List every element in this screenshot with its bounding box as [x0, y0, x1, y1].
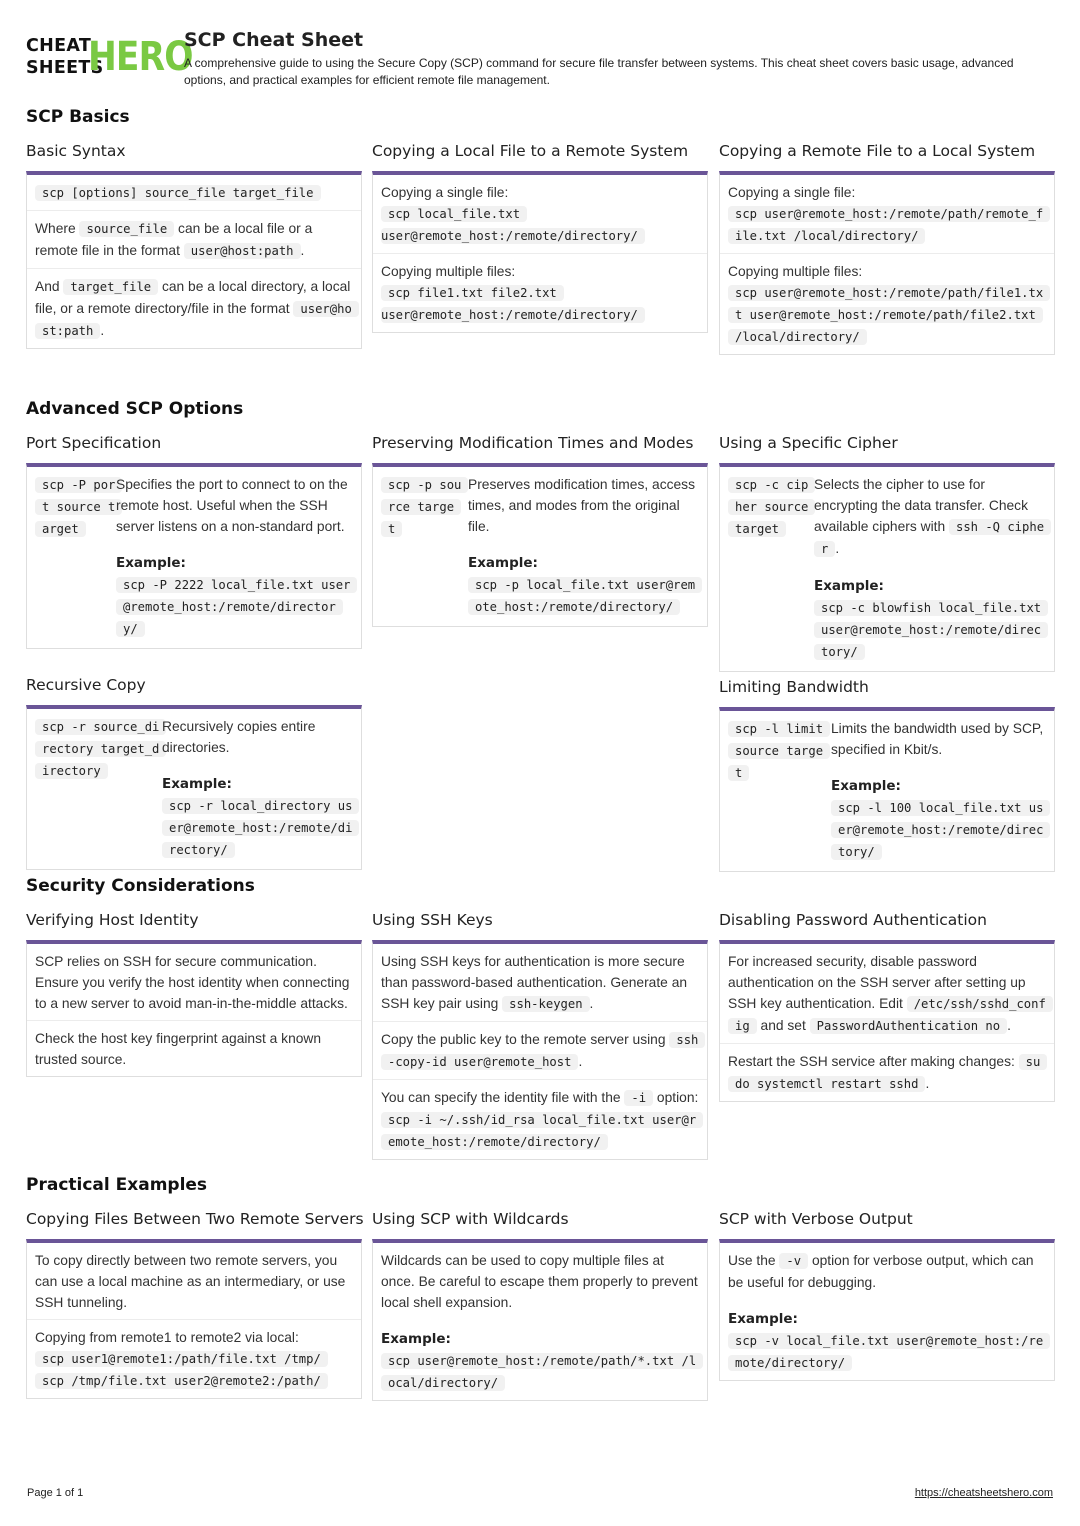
text: You can specify the identity file with the	[381, 1090, 621, 1105]
card-cipher	[719, 463, 1055, 672]
card-title-recursive: Recursive Copy	[26, 676, 146, 694]
code-snippet: scp -r local_directory user@remote_host:/remote/directory/	[162, 798, 359, 858]
code-snippet: scp local_file.txt	[381, 206, 527, 222]
section-heading-advanced: Advanced SCP Options	[26, 399, 244, 419]
text: Use the	[728, 1253, 776, 1268]
text: Using SSH keys for authentication is more secure than password-based authentication. Generate an SSH key pair using	[381, 954, 688, 1011]
desc-col	[116, 474, 353, 640]
code-snippet: -v	[779, 1253, 808, 1269]
syntax-col	[728, 474, 814, 663]
code-snippet: scp [options] source_file target_file	[35, 185, 321, 201]
card-row	[27, 467, 361, 648]
text: Recursively copies entire directories.	[162, 719, 316, 755]
card-title-verbose: SCP with Verbose Output	[719, 1210, 913, 1228]
code-snippet: target_file	[63, 279, 158, 295]
text: Copying multiple files:	[728, 264, 863, 279]
syntax-col	[35, 716, 162, 861]
card-row	[373, 1243, 707, 1400]
page-subtitle: A comprehensive guide to using the Secure Copy (SCP) command for secure file transfer between systems. This cheat sheet covers basic usage, advanced options, and practical examples for efficient remote file management.	[184, 56, 1014, 87]
card-row	[720, 467, 1054, 671]
card-port	[26, 463, 362, 649]
card-row: Copy the public key to the remote server using ssh-copy-id user@remote_host .	[373, 1022, 707, 1080]
text: Copying a single file:	[728, 185, 856, 200]
code-snippet: scp -i ~/.ssh/id_rsa local_file.txt user@remote_host:/remote/directory/	[381, 1112, 703, 1150]
card-row: For increased security, disable password authentication on the SSH server after setting up SSH key authentication. Edit /etc/ssh/sshd_config and set PasswordAuthentication no .	[720, 944, 1054, 1044]
code-snippet: /etc/ssh/sshd_config	[728, 996, 1053, 1034]
code-snippet: ssh -Q cipher	[814, 519, 1051, 557]
example-label: Example:	[116, 555, 186, 571]
code-snippet: scp user@remote_host:/remote/path/file1.txt user@remote_host:/remote/path/file2.txt /local/directory/	[728, 285, 1050, 345]
code-snippet: scp -c cipher source target	[728, 477, 815, 537]
text: Restart the SSH service after making changes:	[728, 1054, 1015, 1069]
code-snippet: ssh-keygen	[502, 996, 589, 1012]
code-snippet: PasswordAuthentication no	[810, 1018, 1007, 1034]
code-snippet: user@remote_host:/remote/directory/	[381, 307, 645, 323]
card-row: Restart the SSH service after making changes: sudo systemctl restart sshd .	[720, 1044, 1054, 1101]
card-row: To copy directly between two remote servers, you can use a local machine as an intermediary, or use SSH tunneling.	[27, 1243, 361, 1320]
text: Copying multiple files:	[381, 264, 516, 279]
card-local-to-remote	[372, 171, 708, 333]
card-title-preserve: Preserving Modification Times and Modes	[372, 434, 694, 452]
logo	[26, 34, 193, 80]
card-row	[27, 175, 361, 211]
code-snippet: scp -v local_file.txt user@remote_host:/remote/directory/	[728, 1333, 1050, 1371]
card-row	[373, 467, 707, 626]
section-heading-practical: Practical Examples	[26, 1175, 208, 1195]
card-row	[720, 1243, 1054, 1380]
card-ssh-keys	[372, 940, 708, 1160]
card-remote-to-local	[719, 171, 1055, 355]
logo-hero: HERO	[88, 34, 193, 80]
code-snippet: sudo systemctl restart sshd	[728, 1054, 1047, 1092]
card-row	[27, 709, 361, 869]
desc-col: Selects the cipher to use for encrypting the data transfer. Check available ciphers with ssh -Q cipher . Example: scp -c blowfish local_file.txt user@remote_host:/remote/directory/	[814, 474, 1046, 663]
card-title-remote-to-local: Copying a Remote File to a Local System	[719, 142, 1036, 160]
text: Copy the public key to the remote server using	[381, 1032, 666, 1047]
card-disable-password	[719, 940, 1055, 1102]
card-bandwidth	[719, 707, 1055, 872]
desc-col	[162, 716, 353, 861]
code-snippet: scp -c blowfish local_file.txt user@remote_host:/remote/directory/	[814, 600, 1048, 660]
page-title: SCP Cheat Sheet	[184, 29, 364, 51]
code-snippet: user@host:path	[184, 243, 301, 259]
card-row: And target_file can be a local directory, a local file, or a remote directory/file in the format user@host:path .	[27, 269, 361, 348]
syntax-col	[381, 474, 468, 618]
text: can be a local file or a remote file in the format	[35, 221, 313, 258]
text: Preserves modification times, access times, and modes from the original file.	[468, 477, 695, 534]
card-host-identity	[26, 940, 362, 1077]
code-snippet: scp user1@remote1:/path/file.txt /tmp/	[35, 1351, 328, 1367]
card-row	[720, 175, 1054, 254]
text: can be a local directory, a local file, or a remote directory/file in the format	[35, 279, 351, 316]
text: Specifies the port to connect to on the remote host. Useful when the SSH server listens on a non-standard port.	[116, 477, 348, 534]
card-title-wildcards: Using SCP with Wildcards	[372, 1210, 569, 1228]
example-label: Example:	[162, 776, 232, 792]
text: option for verbose output, which can be useful for debugging.	[728, 1253, 1034, 1290]
logo-sheets: SHEETS	[26, 58, 104, 78]
text: Copying a single file:	[381, 185, 509, 200]
text: Copying from remote1 to remote2 via local:	[35, 1330, 299, 1345]
section-heading-basics: SCP Basics	[26, 107, 130, 127]
card-row: SCP relies on SSH for secure communication. Ensure you verify the host identity when connecting to a new server to avoid man-in-the-middle attacks.	[27, 944, 361, 1021]
card-title-bandwidth: Limiting Bandwidth	[719, 678, 869, 696]
card-recursive	[26, 705, 362, 870]
card-basic-syntax	[26, 171, 362, 349]
code-snippet: scp /tmp/file.txt user2@remote2:/path/	[35, 1373, 328, 1389]
card-title-basic-syntax: Basic Syntax	[26, 142, 126, 160]
card-preserve	[372, 463, 708, 627]
code-snippet: scp -p local_file.txt user@remote_host:/remote/directory/	[468, 577, 702, 615]
card-title-disable-password: Disabling Password Authentication	[719, 911, 987, 929]
code-snippet: scp -r source_directory target_directory	[35, 719, 166, 779]
example-label: Example:	[728, 1311, 798, 1327]
text: And	[35, 279, 60, 294]
text: Selects the cipher to use for encrypting the data transfer. Check available ciphers with	[814, 477, 1028, 534]
text: Where	[35, 221, 76, 236]
code-snippet: source_file	[79, 221, 174, 237]
card-two-remote	[26, 1239, 362, 1399]
card-title-port: Port Specification	[26, 434, 162, 452]
card-verbose	[719, 1239, 1055, 1381]
syntax-col	[35, 474, 116, 640]
card-wildcards	[372, 1239, 708, 1401]
card-row: Check the host key fingerprint against a known trusted source.	[35, 1031, 322, 1067]
card-row	[720, 711, 1054, 871]
card-title-cipher: Using a Specific Cipher	[719, 434, 898, 452]
text: option:	[656, 1090, 699, 1105]
footer-link[interactable]: https://cheatsheetshero.com	[914, 1487, 1053, 1499]
syntax-col	[728, 718, 831, 863]
card-row	[720, 254, 1054, 354]
text: For increased security, disable password authentication on the SSH server after setting up SSH key authentication. Edit	[728, 954, 1026, 1011]
card-title-ssh-keys: Using SSH Keys	[372, 911, 493, 929]
card-title-host-identity: Verifying Host Identity	[26, 911, 199, 929]
logo-cheat: CHEAT	[26, 36, 92, 56]
card-row	[373, 254, 707, 332]
card-title-local-to-remote: Copying a Local File to a Remote System	[372, 142, 689, 160]
code-snippet: scp -P port source target	[35, 477, 122, 537]
text: and set	[760, 1018, 806, 1033]
card-row	[373, 175, 707, 254]
card-row	[373, 1080, 707, 1159]
code-snippet: scp -l 100 local_file.txt user@remote_host:/remote/directory/	[831, 800, 1050, 860]
code-snippet: scp -p source target	[381, 477, 468, 537]
example-label: Example:	[814, 578, 884, 594]
example-label: Example:	[381, 1331, 451, 1347]
code-snippet: scp user@remote_host:/remote/path/remote_file.txt /local/directory/	[728, 206, 1050, 244]
code-snippet: scp file1.txt file2.txt	[381, 285, 564, 301]
page-number: Page 1 of 1	[27, 1487, 84, 1499]
card-row: Using SSH keys for authentication is more secure than password-based authentication. Generate an SSH key pair using ssh-keygen .	[373, 944, 707, 1022]
code-snippet: scp user@remote_host:/remote/path/*.txt /local/directory/	[381, 1353, 703, 1391]
code-snippet: user@remote_host:/remote/directory/	[381, 228, 645, 244]
desc-col	[468, 474, 699, 618]
card-row: Where source_file can be a local file or a remote file in the format user@host:path .	[27, 211, 361, 269]
code-snippet: user@host:path	[35, 301, 359, 339]
desc-col	[831, 718, 1046, 863]
card-title-two-remote: Copying Files Between Two Remote Servers	[26, 1210, 364, 1228]
code-snippet: -i	[624, 1090, 653, 1106]
text: Wildcards can be used to copy multiple files at once. Be careful to escape them properly to prevent local shell expansion.	[381, 1253, 698, 1310]
code-snippet: scp -P 2222 local_file.txt user@remote_host:/remote/directory/	[116, 577, 357, 637]
example-label: Example:	[468, 555, 538, 571]
text: Limits the bandwidth used by SCP, specified in Kbit/s.	[831, 721, 1044, 757]
section-heading-security: Security Considerations	[26, 876, 255, 896]
card-row	[27, 1320, 361, 1398]
example-label: Example:	[831, 778, 901, 794]
code-snippet: ssh-copy-id user@remote_host	[381, 1032, 705, 1070]
code-snippet: scp -l limit source target	[728, 721, 830, 781]
